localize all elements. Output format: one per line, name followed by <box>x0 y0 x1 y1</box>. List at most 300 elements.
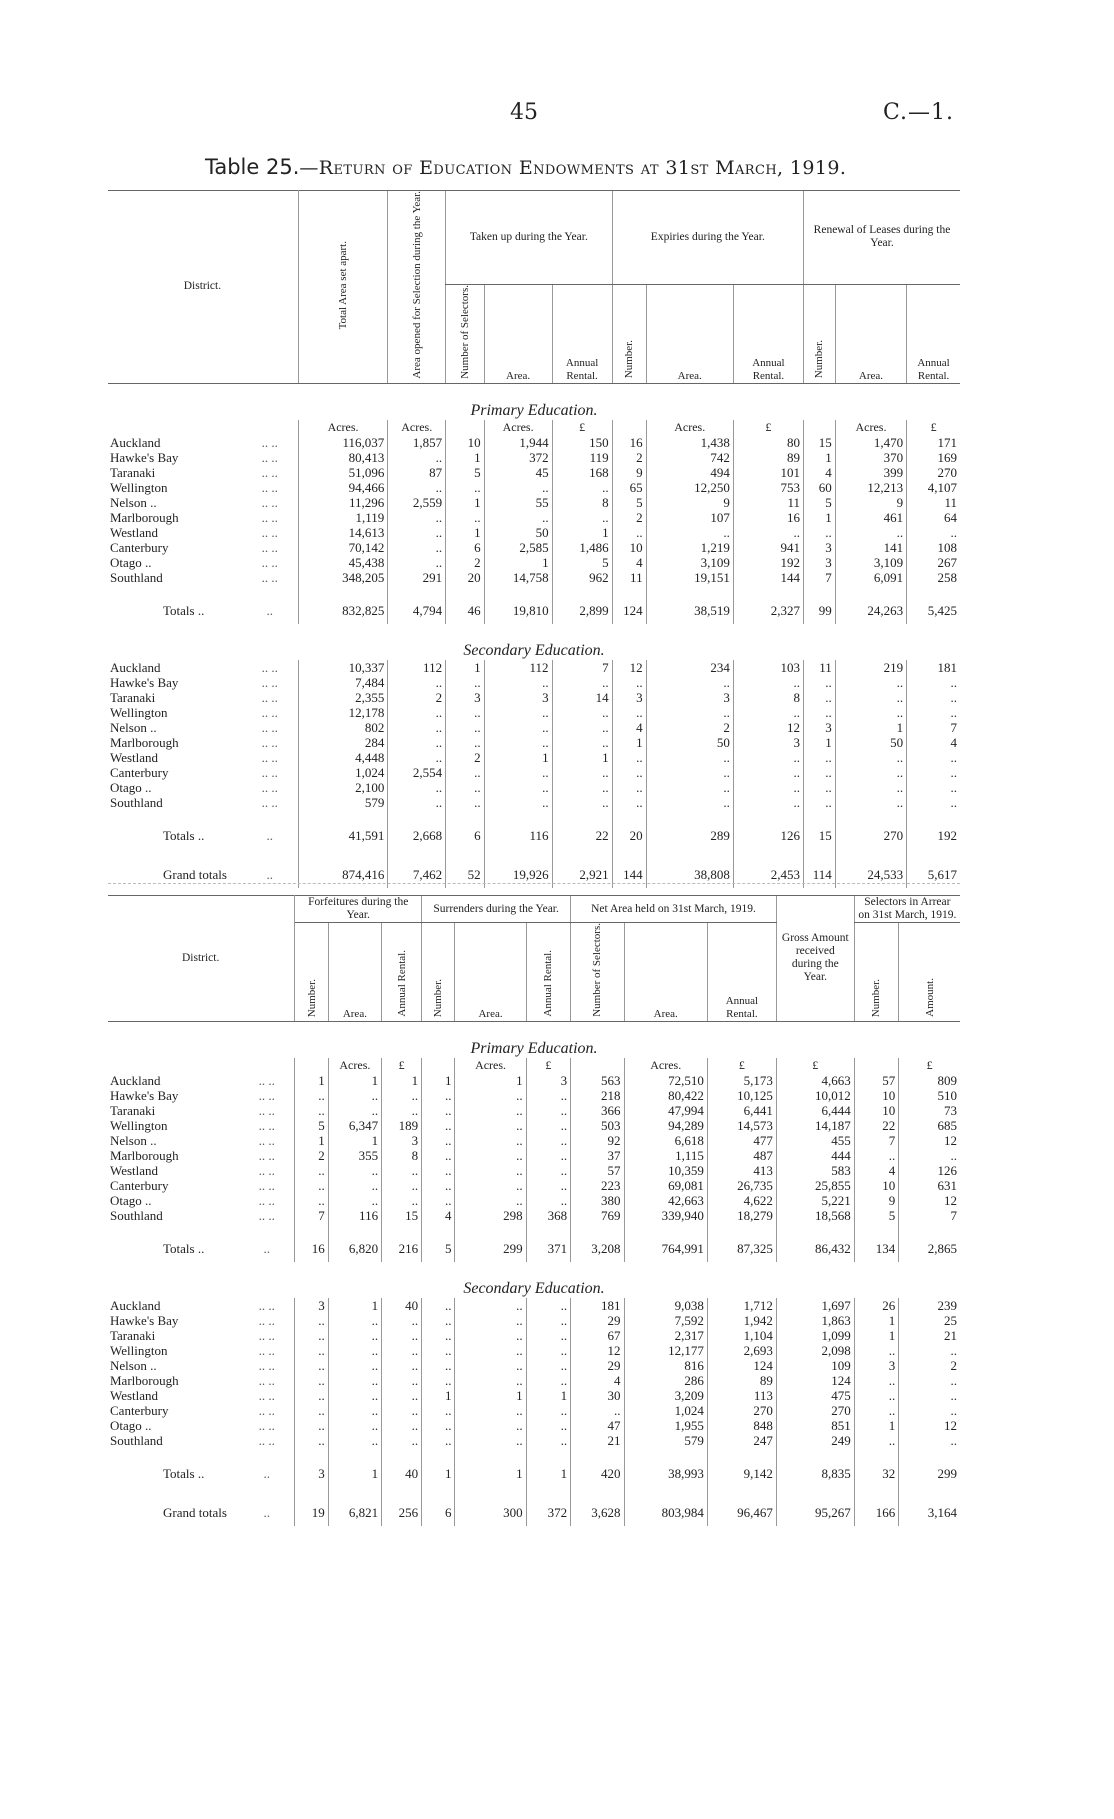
table-cell: .. <box>733 750 803 765</box>
table-cell: 21 <box>899 1328 960 1343</box>
spacer-cell <box>382 1487 422 1499</box>
table-cell: .. <box>388 720 446 735</box>
section-row <box>108 1262 960 1298</box>
table-cell: .. <box>382 1358 422 1373</box>
leader-dots: .. <box>266 866 273 882</box>
table-cell: 487 <box>707 1148 776 1163</box>
spacer-cell <box>624 1223 707 1235</box>
district-name: Wellington <box>110 704 168 720</box>
table-cell: 14,187 <box>776 1118 854 1133</box>
table-cell: 26,735 <box>707 1178 776 1193</box>
spacer-cell <box>108 585 298 597</box>
district-name: Canterbury <box>110 764 169 780</box>
forfeit-number-header-text: Number. <box>305 978 318 1017</box>
spacer-cell <box>484 810 552 822</box>
arrear-header: Selectors in Arrear on 31st March, 1919. <box>854 896 960 923</box>
table-cell: 26 <box>854 1298 898 1313</box>
table-cell: .. <box>526 1298 571 1313</box>
table-cell: 685 <box>899 1118 960 1133</box>
table-cell: 579 <box>298 795 388 810</box>
spacer-row <box>108 810 960 822</box>
district-name: Marlborough <box>110 1147 179 1163</box>
section-heading: Secondary Education. <box>463 1279 605 1297</box>
table-cell: 1,486 <box>552 540 612 555</box>
table-cell: 2 <box>612 510 646 525</box>
table-cell: .. <box>422 1118 455 1133</box>
table-cell: .. <box>295 1388 328 1403</box>
table-row <box>108 435 960 450</box>
leader-dots: .. .. <box>261 719 278 735</box>
table-cell: .. <box>854 1388 898 1403</box>
table-cell: 3 <box>854 1358 898 1373</box>
total-cell: 7,462 <box>388 861 446 888</box>
leader-dots: .. .. <box>258 1372 275 1388</box>
table-cell: .. <box>835 675 906 690</box>
table-cell: 941 <box>733 540 803 555</box>
table-cell: 69,081 <box>624 1178 707 1193</box>
table-row <box>108 1328 960 1343</box>
leader-dots: .. .. <box>258 1432 275 1448</box>
table-cell: 7 <box>552 660 612 675</box>
spacer-row <box>108 1487 960 1499</box>
table-cell: 10 <box>854 1088 898 1103</box>
table-cell: 563 <box>571 1073 624 1088</box>
leader-dots: .. .. <box>261 464 278 480</box>
table-cell: 1 <box>446 660 485 675</box>
table-cell: .. <box>295 1433 328 1448</box>
table-cell: 11 <box>804 660 836 675</box>
units-spacer <box>242 420 299 435</box>
table-cell: 7,484 <box>298 675 388 690</box>
totals-label: Totals .. <box>163 1465 205 1481</box>
table-cell: .. <box>295 1163 328 1178</box>
table-cell: 1,024 <box>298 765 388 780</box>
table-cell: 2 <box>612 450 646 465</box>
table-cell: 1,438 <box>646 435 733 450</box>
table-cell: 14 <box>552 690 612 705</box>
table-cell: .. <box>907 675 960 690</box>
total-cell: 40 <box>382 1460 422 1487</box>
unit-label: Acres. <box>298 420 388 435</box>
table-cell: .. <box>455 1133 526 1148</box>
table-cell: 1 <box>804 510 836 525</box>
table-cell: 112 <box>388 660 446 675</box>
table-cell: 2,559 <box>388 495 446 510</box>
table-cell: 5,173 <box>707 1073 776 1088</box>
table-cell: .. <box>526 1358 571 1373</box>
district-name: Nelson .. <box>110 719 157 735</box>
table-cell: 1 <box>552 750 612 765</box>
table-cell: .. <box>899 1403 960 1418</box>
units-spacer <box>108 420 242 435</box>
unit-label: £ <box>907 420 960 435</box>
table-cell: 802 <box>298 720 388 735</box>
district-name: Canterbury <box>110 1177 169 1193</box>
table-cell: 3 <box>526 1073 571 1088</box>
table-cell: 1 <box>804 735 836 750</box>
district-name: Westland <box>110 749 159 765</box>
table-cell: 113 <box>707 1388 776 1403</box>
leader-dots: .. .. <box>258 1147 275 1163</box>
table-row <box>108 750 960 765</box>
district-name: Otago .. <box>110 1192 152 1208</box>
table-cell: 2,554 <box>388 765 446 780</box>
units-spacer <box>239 1058 295 1073</box>
table-cell: 7 <box>295 1208 328 1223</box>
total-cell: 38,808 <box>646 861 733 888</box>
units-row <box>108 420 960 435</box>
table-cell: 4,622 <box>707 1193 776 1208</box>
table-cell: 2 <box>646 720 733 735</box>
table-row <box>108 1163 960 1178</box>
table-row <box>108 1193 960 1208</box>
spacer-cell <box>298 849 388 861</box>
total-cell: 144 <box>612 861 646 888</box>
leader-dots: .. .. <box>258 1342 275 1358</box>
table-cell: .. <box>612 795 646 810</box>
table-cell: 8 <box>552 495 612 510</box>
table-cell: 15 <box>804 435 836 450</box>
table-cell: .. <box>382 1373 422 1388</box>
table-cell: .. <box>422 1193 455 1208</box>
total-cell: 86,432 <box>776 1235 854 1262</box>
table-cell: .. <box>484 480 552 495</box>
surrender-number-header-text: Number. <box>432 978 445 1017</box>
leader-dots: .. .. <box>261 704 278 720</box>
table-cell: .. <box>328 1103 381 1118</box>
taken-area-header: Area. <box>484 284 552 383</box>
district-name: Nelson .. <box>110 1132 157 1148</box>
leader-dots: .. .. <box>258 1132 275 1148</box>
table-cell: 57 <box>571 1163 624 1178</box>
spacer-cell <box>571 1487 624 1499</box>
table-cell: 5 <box>446 465 485 480</box>
table-cell: 12,177 <box>624 1343 707 1358</box>
table-cell: .. <box>328 1343 381 1358</box>
spacer-cell <box>612 810 646 822</box>
leader-dots: .. .. <box>258 1117 275 1133</box>
table-row <box>108 1343 960 1358</box>
table-cell: .. <box>446 480 485 495</box>
surrenders-header: Surrenders during the Year. <box>422 896 571 923</box>
table-cell: 124 <box>776 1373 854 1388</box>
table-cell: .. <box>422 1358 455 1373</box>
total-cell: 22 <box>552 822 612 849</box>
table-cell: 16 <box>733 510 803 525</box>
table-cell: 1,099 <box>776 1328 854 1343</box>
table-cell: .. <box>646 705 733 720</box>
table-cell: 1,219 <box>646 540 733 555</box>
expiries-area-header: Area. <box>646 284 733 383</box>
table-row <box>108 1073 960 1088</box>
total-cell: 19 <box>295 1499 328 1526</box>
table-cell: 25,855 <box>776 1178 854 1193</box>
table-cell: .. <box>382 1163 422 1178</box>
district-name: Canterbury <box>110 1402 169 1418</box>
table-cell: 7 <box>804 570 836 585</box>
table-row <box>108 570 960 585</box>
table-cell: 2 <box>446 750 485 765</box>
table-row <box>108 1313 960 1328</box>
table-cell: 510 <box>899 1088 960 1103</box>
table-cell: 7 <box>854 1133 898 1148</box>
table-cell: 12 <box>899 1133 960 1148</box>
table-cell: .. <box>552 480 612 495</box>
table-cell: 1 <box>446 525 485 540</box>
expiries-number-header-text: Number. <box>623 340 636 379</box>
spacer-cell <box>108 810 298 822</box>
table-cell: .. <box>733 525 803 540</box>
table-cell: .. <box>646 750 733 765</box>
table-cell: .. <box>899 1343 960 1358</box>
leader-dots: .. .. <box>261 659 278 675</box>
spacer-cell <box>552 585 612 597</box>
table-row <box>108 660 960 675</box>
table-cell: 9 <box>835 495 906 510</box>
spacer-cell <box>108 1487 295 1499</box>
table-cell: .. <box>422 1163 455 1178</box>
table-cell: 14,573 <box>707 1118 776 1133</box>
table-cell: .. <box>455 1313 526 1328</box>
table-cell: 4 <box>422 1208 455 1223</box>
total-cell: 6 <box>422 1499 455 1526</box>
table-cell: .. <box>422 1343 455 1358</box>
spacer-cell <box>382 1223 422 1235</box>
table-cell: 60 <box>804 480 836 495</box>
net-selectors-header-text: Number of Selectors. <box>591 923 604 1017</box>
grand-total-row <box>108 1499 960 1526</box>
table-cell: 1 <box>328 1298 381 1313</box>
table-cell: .. <box>328 1178 381 1193</box>
table-cell: 80 <box>733 435 803 450</box>
table-cell: 1,024 <box>624 1403 707 1418</box>
table-cell: 4 <box>854 1163 898 1178</box>
table-cell: 6,441 <box>707 1103 776 1118</box>
spacer-cell <box>854 1223 898 1235</box>
taken-selectors-header <box>446 284 485 383</box>
table-cell: .. <box>835 705 906 720</box>
total-cell: 1 <box>455 1460 526 1487</box>
table-cell: .. <box>295 1313 328 1328</box>
table-cell: 291 <box>388 570 446 585</box>
table-cell: 1 <box>295 1073 328 1088</box>
leader-dots: .. .. <box>261 449 278 465</box>
table-cell: .. <box>295 1328 328 1343</box>
spacer-cell <box>646 810 733 822</box>
total-cell: 1 <box>328 1460 381 1487</box>
table-cell: 112 <box>484 660 552 675</box>
spacer-cell <box>422 1223 455 1235</box>
total-cell: 5 <box>422 1235 455 1262</box>
table-cell: .. <box>526 1343 571 1358</box>
table-cell: 1,119 <box>298 510 388 525</box>
table-cell: 267 <box>907 555 960 570</box>
table-cell: 284 <box>298 735 388 750</box>
table-cell: 1,863 <box>776 1313 854 1328</box>
table-cell: .. <box>612 675 646 690</box>
table-cell: 94,466 <box>298 480 388 495</box>
units-spacer <box>108 1058 239 1073</box>
table-cell: .. <box>854 1373 898 1388</box>
table-cell: .. <box>733 780 803 795</box>
table-cell: .. <box>422 1133 455 1148</box>
net-selectors-header <box>571 923 624 1022</box>
table-cell: 150 <box>552 435 612 450</box>
table-row <box>108 1178 960 1193</box>
table-cell: 4 <box>612 720 646 735</box>
spacer-cell <box>446 810 485 822</box>
table-row <box>108 540 960 555</box>
table-cell: 9,038 <box>624 1298 707 1313</box>
table-cell: 119 <box>552 450 612 465</box>
table-cell: 107 <box>646 510 733 525</box>
district-name: Westland <box>110 524 159 540</box>
spacer-cell <box>108 1223 295 1235</box>
table-cell: 1 <box>382 1073 422 1088</box>
table-row <box>108 555 960 570</box>
renewal-number-header <box>804 284 836 383</box>
table-cell: 5 <box>552 555 612 570</box>
table-cell: .. <box>446 510 485 525</box>
table-cell: .. <box>422 1088 455 1103</box>
table-cell: 219 <box>835 660 906 675</box>
table-cell: .. <box>295 1403 328 1418</box>
table-cell: .. <box>455 1433 526 1448</box>
table-cell: 57 <box>854 1073 898 1088</box>
spacer-cell <box>328 1487 381 1499</box>
table-cell: 181 <box>907 660 960 675</box>
unit-label <box>295 1058 328 1073</box>
table-cell: 103 <box>733 660 803 675</box>
expiries-rental-header: Annual Rental. <box>733 284 803 383</box>
table-cell: 12 <box>899 1418 960 1433</box>
leader-dots: .. .. <box>258 1312 275 1328</box>
table-cell: .. <box>295 1088 328 1103</box>
spacer-cell <box>707 1448 776 1460</box>
total-cell: 1 <box>422 1460 455 1487</box>
table-cell: 372 <box>484 450 552 465</box>
table-cell: .. <box>899 1373 960 1388</box>
unit-label <box>422 1058 455 1073</box>
spacer-cell <box>526 1487 571 1499</box>
table-cell: .. <box>295 1178 328 1193</box>
district-name: Taranaki <box>110 1327 156 1343</box>
table-row <box>108 1433 960 1448</box>
table-cell: 270 <box>707 1403 776 1418</box>
table-cell: 239 <box>899 1298 960 1313</box>
table-cell: 21 <box>571 1433 624 1448</box>
table-cell: .. <box>907 690 960 705</box>
table-cell: 1,470 <box>835 435 906 450</box>
table-cell: 494 <box>646 465 733 480</box>
spacer-cell <box>899 1487 960 1499</box>
district-name: Otago .. <box>110 779 152 795</box>
table-cell: .. <box>382 1328 422 1343</box>
district-name: Southland <box>110 1432 163 1448</box>
table-cell: 18,568 <box>776 1208 854 1223</box>
forfeitures-header: Forfeitures during the Year. <box>295 896 422 923</box>
leader-dots: .. <box>263 1465 271 1481</box>
table-cell: 1 <box>854 1313 898 1328</box>
table-cell: .. <box>295 1103 328 1118</box>
table-cell: .. <box>804 690 836 705</box>
table-cell: .. <box>382 1418 422 1433</box>
unit-label <box>446 420 485 435</box>
table-cell: 3 <box>484 690 552 705</box>
district-name: Otago .. <box>110 1417 152 1433</box>
table-row <box>108 720 960 735</box>
table-cell: .. <box>328 1163 381 1178</box>
table-cell: .. <box>328 1403 381 1418</box>
district-name: Marlborough <box>110 1372 179 1388</box>
spacer-cell <box>526 1223 571 1235</box>
table-cell: 80,422 <box>624 1088 707 1103</box>
table-row <box>108 525 960 540</box>
table-cell: .. <box>388 780 446 795</box>
spacer-cell <box>328 1448 381 1460</box>
table-cell: .. <box>854 1433 898 1448</box>
total-cell: 299 <box>899 1460 960 1487</box>
table-cell: .. <box>907 705 960 720</box>
table-cell: 11 <box>612 570 646 585</box>
district-name: Wellington <box>110 1117 168 1133</box>
table-cell: 116,037 <box>298 435 388 450</box>
spacer-cell <box>707 1487 776 1499</box>
totals-row <box>108 1235 960 1262</box>
table-cell: 14,758 <box>484 570 552 585</box>
table-cell: .. <box>552 795 612 810</box>
table-cell: 339,940 <box>624 1208 707 1223</box>
table-cell: 218 <box>571 1088 624 1103</box>
table-cell: 12 <box>571 1343 624 1358</box>
table-cell: 816 <box>624 1358 707 1373</box>
totals-label: Totals .. <box>163 1240 205 1256</box>
table-cell: .. <box>907 765 960 780</box>
totals-label: Totals .. <box>163 602 205 618</box>
table-cell: .. <box>484 510 552 525</box>
table-cell: .. <box>382 1433 422 1448</box>
expiries-header: Expiries during the Year. <box>612 191 803 285</box>
table-cell: 3 <box>612 690 646 705</box>
district-name: Auckland <box>110 434 161 450</box>
table-cell: .. <box>446 735 485 750</box>
table-cell: .. <box>526 1328 571 1343</box>
table-cell: 10 <box>612 540 646 555</box>
total-cell: 8,835 <box>776 1460 854 1487</box>
table-cell: .. <box>455 1103 526 1118</box>
total-cell: 95,267 <box>776 1499 854 1526</box>
unit-label: £ <box>776 1058 854 1073</box>
total-cell: 3 <box>295 1460 328 1487</box>
unit-label: Acres. <box>646 420 733 435</box>
spacer-cell <box>854 1487 898 1499</box>
table-cell: 2,317 <box>624 1328 707 1343</box>
table-row <box>108 1298 960 1313</box>
leader-dots: .. .. <box>258 1417 275 1433</box>
table-cell: 3,109 <box>646 555 733 570</box>
table-cell: 12,178 <box>298 705 388 720</box>
table-cell: 12 <box>733 720 803 735</box>
table-cell: 1 <box>484 555 552 570</box>
table-cell: 144 <box>733 570 803 585</box>
table-cell: 6,618 <box>624 1133 707 1148</box>
table-cell: .. <box>328 1313 381 1328</box>
table-cell: 298 <box>455 1208 526 1223</box>
district-name: Hawke's Bay <box>110 1312 179 1328</box>
table-cell: 1 <box>804 450 836 465</box>
leader-dots: .. <box>263 1240 271 1256</box>
district-name: Hawke's Bay <box>110 449 179 465</box>
